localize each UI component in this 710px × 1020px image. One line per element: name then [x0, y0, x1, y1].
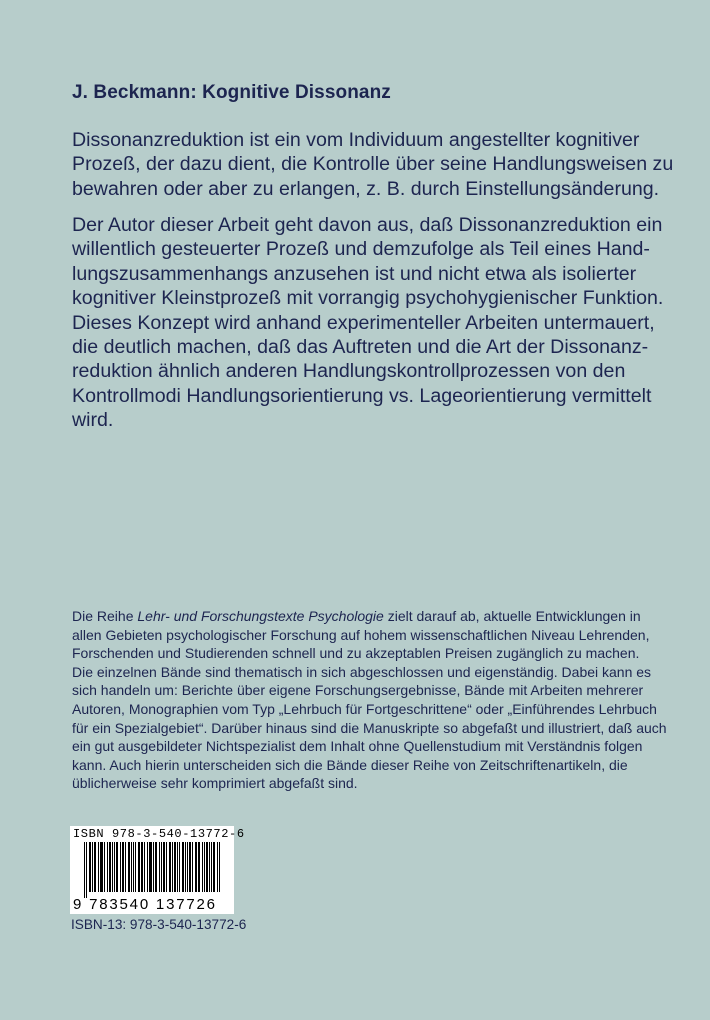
- barcode-bars: [84, 842, 222, 898]
- text-line: Kontrollmodi Handlungsorientierung vs. Lageorientierung vermittelt: [72, 384, 652, 407]
- barcode-bar: [185, 842, 186, 892]
- barcode-bar: [104, 842, 105, 892]
- series-line: üblicherweise sehr komprimiert abgefaßt sind.: [72, 775, 358, 792]
- barcode-bar: [101, 842, 102, 892]
- barcode-bar: [98, 842, 99, 892]
- barcode-bar: [89, 842, 90, 892]
- series-first-line: [72, 607, 692, 626]
- isbn-13-label: ISBN-13: 978-3-540-13772-6: [71, 917, 247, 932]
- text-line: reduktion ähnlich anderen Handlungskontrollprozessen von den: [72, 360, 626, 383]
- barcode-bar: [175, 842, 176, 892]
- barcode-bar: [153, 842, 154, 892]
- barcode-bar: [86, 842, 87, 898]
- barcode-bar: [122, 842, 123, 892]
- barcode-bar: [117, 842, 118, 892]
- barcode-bar: [151, 842, 152, 892]
- barcode-bar: [174, 842, 175, 892]
- barcode-bar: [183, 842, 184, 892]
- barcode-bar: [198, 842, 199, 892]
- text-line: bewahren oder aber zu erlangen, z. B. durch Einstellungsänderung.: [72, 177, 660, 200]
- barcode-bar: [192, 842, 193, 892]
- series-line: ein gut ausgebildeter Nichtspezialist dem Inhalt ohne Quellenstudium mit Verständnis folgen: [72, 738, 643, 755]
- series-description: [72, 607, 692, 793]
- text-line: Der Autor dieser Arbeit geht davon aus, daß Dissonanzreduktion ein: [72, 214, 663, 236]
- text-line: wird.: [72, 409, 114, 432]
- description-paragraph-1: [72, 128, 692, 201]
- barcode-bar: [125, 842, 126, 892]
- barcode-bar: [163, 842, 164, 892]
- description-paragraph-2: [72, 213, 692, 433]
- barcode-bar: [107, 842, 108, 892]
- series-line: kann. Auch hierin unterscheiden sich die Bände dieser Reihe von Zeitschriftenartikeln, die: [72, 756, 628, 773]
- barcode-bar: [172, 842, 173, 892]
- text-line: Dieses Konzept wird anhand experimenteller Arbeiten untermauert,: [72, 311, 655, 334]
- barcode-bar: [120, 842, 121, 892]
- barcode-bar: [195, 842, 196, 892]
- barcode-bar: [177, 842, 178, 892]
- series-line: allen Gebieten psychologischer Forschung auf hohem wissenschaftlichen Niveau Lehrenden,: [72, 626, 650, 643]
- barcode-bar: [166, 842, 167, 892]
- barcode-bar: [116, 842, 117, 892]
- series-name: Lehr- und Forschungstexte Psychologie: [137, 608, 384, 624]
- barcode-bar: [161, 842, 162, 892]
- barcode-bar: [159, 842, 160, 892]
- text-line: lungszusammenhangs anzusehen ist und nicht etwa als isolierter: [72, 262, 637, 285]
- barcode-bar: [204, 842, 205, 892]
- barcode-bar: [202, 842, 203, 892]
- barcode-bar: [112, 842, 113, 892]
- barcode-bar: [206, 842, 207, 892]
- barcode-bar: [95, 842, 96, 892]
- barcode-bar: [155, 842, 156, 892]
- barcode-bar: [102, 842, 103, 892]
- barcode-bar: [219, 842, 220, 892]
- barcode-bar: [189, 842, 190, 892]
- barcode-bar: [94, 842, 95, 892]
- barcode-bar: [90, 842, 91, 892]
- barcode-bar: [131, 842, 132, 892]
- text-line: Dissonanzreduktion ist ein vom Individuum angestellter kognitiver: [72, 129, 640, 151]
- barcode-bar: [170, 842, 171, 892]
- barcode-bar: [139, 842, 140, 892]
- barcode-bar: [135, 842, 136, 892]
- barcode-digits: 9 783540 137726: [73, 896, 217, 913]
- barcode-bar: [217, 842, 218, 892]
- barcode-isbn-text: ISBN 978-3-540-13772-6: [73, 827, 245, 841]
- book-title: J. Beckmann: Kognitive Dissonanz: [72, 82, 391, 103]
- text-line: kognitiver Kleinstprozeß mit vorrangig psychohygienischer Funktion.: [72, 287, 664, 310]
- series-first-line-rest: zielt darauf ab, aktuelle Entwicklungen in: [383, 608, 641, 624]
- series-intro: Die Reihe: [72, 608, 138, 624]
- series-line: Die einzelnen Bände sind thematisch in sich abgeschlossen und eigenständig. Dabei kann es: [72, 663, 652, 680]
- series-line: für ein Spezialgebiet“. Darüber hinaus sind die Manuskripte so abgefaßt und illustriert, daß auch: [72, 719, 667, 736]
- isbn-barcode: [70, 826, 245, 914]
- barcode-bar: [190, 842, 191, 892]
- barcode-bar: [133, 842, 134, 892]
- barcode-bar: [144, 842, 145, 892]
- barcode-bar: [207, 842, 208, 892]
- text-line: die deutlich machen, daß das Auftreten und die Art der Dissonanz-: [72, 336, 649, 359]
- barcode-bar: [182, 842, 183, 892]
- text-line: Prozeß, der dazu dient, die Kontrolle über seine Handlungsweisen zu: [72, 153, 674, 176]
- barcode-bar: [147, 842, 148, 892]
- barcode-bar: [213, 842, 214, 892]
- series-line: Autoren, Monographien vom Typ „Lehrbuch für Fortgeschrittene“ oder „Einführendes Lehrbuch: [72, 700, 657, 717]
- barcode-bar: [84, 842, 85, 898]
- barcode-bar: [187, 842, 188, 892]
- barcode-bar: [114, 842, 115, 892]
- barcode-bar: [214, 842, 215, 892]
- series-line: sich handeln um: Berichte über eigene Forschungsergebnisse, Bände mit Arbeiten mehrerer: [72, 682, 644, 699]
- barcode-bar: [149, 842, 150, 892]
- barcode-bar: [211, 842, 212, 892]
- barcode-bar: [209, 842, 210, 892]
- barcode-bar: [141, 842, 142, 892]
- barcode-bar: [92, 842, 93, 892]
- barcode-bar: [129, 842, 130, 892]
- barcode-bar: [199, 842, 200, 892]
- barcode-bar: [179, 842, 180, 892]
- barcode-bar: [109, 842, 110, 892]
- barcode-bar: [150, 842, 151, 892]
- barcode-bar: [123, 842, 124, 892]
- barcode-bar: [142, 842, 143, 892]
- barcode-bar: [169, 842, 170, 892]
- barcode-bar: [156, 842, 157, 892]
- barcode-bar: [164, 842, 165, 892]
- barcode-bar: [100, 842, 101, 892]
- barcode-bar: [128, 842, 129, 892]
- text-line: willentlich gesteuerter Prozeß und demzufolge als Teil eines Hand-: [72, 238, 650, 261]
- series-line: Forschenden und Studierenden schnell und zu akzeptablen Preisen zugänglich zu machen.: [72, 645, 640, 662]
- barcode-bar: [196, 842, 197, 892]
- barcode-bar: [110, 842, 111, 892]
- barcode-bar: [138, 842, 139, 892]
